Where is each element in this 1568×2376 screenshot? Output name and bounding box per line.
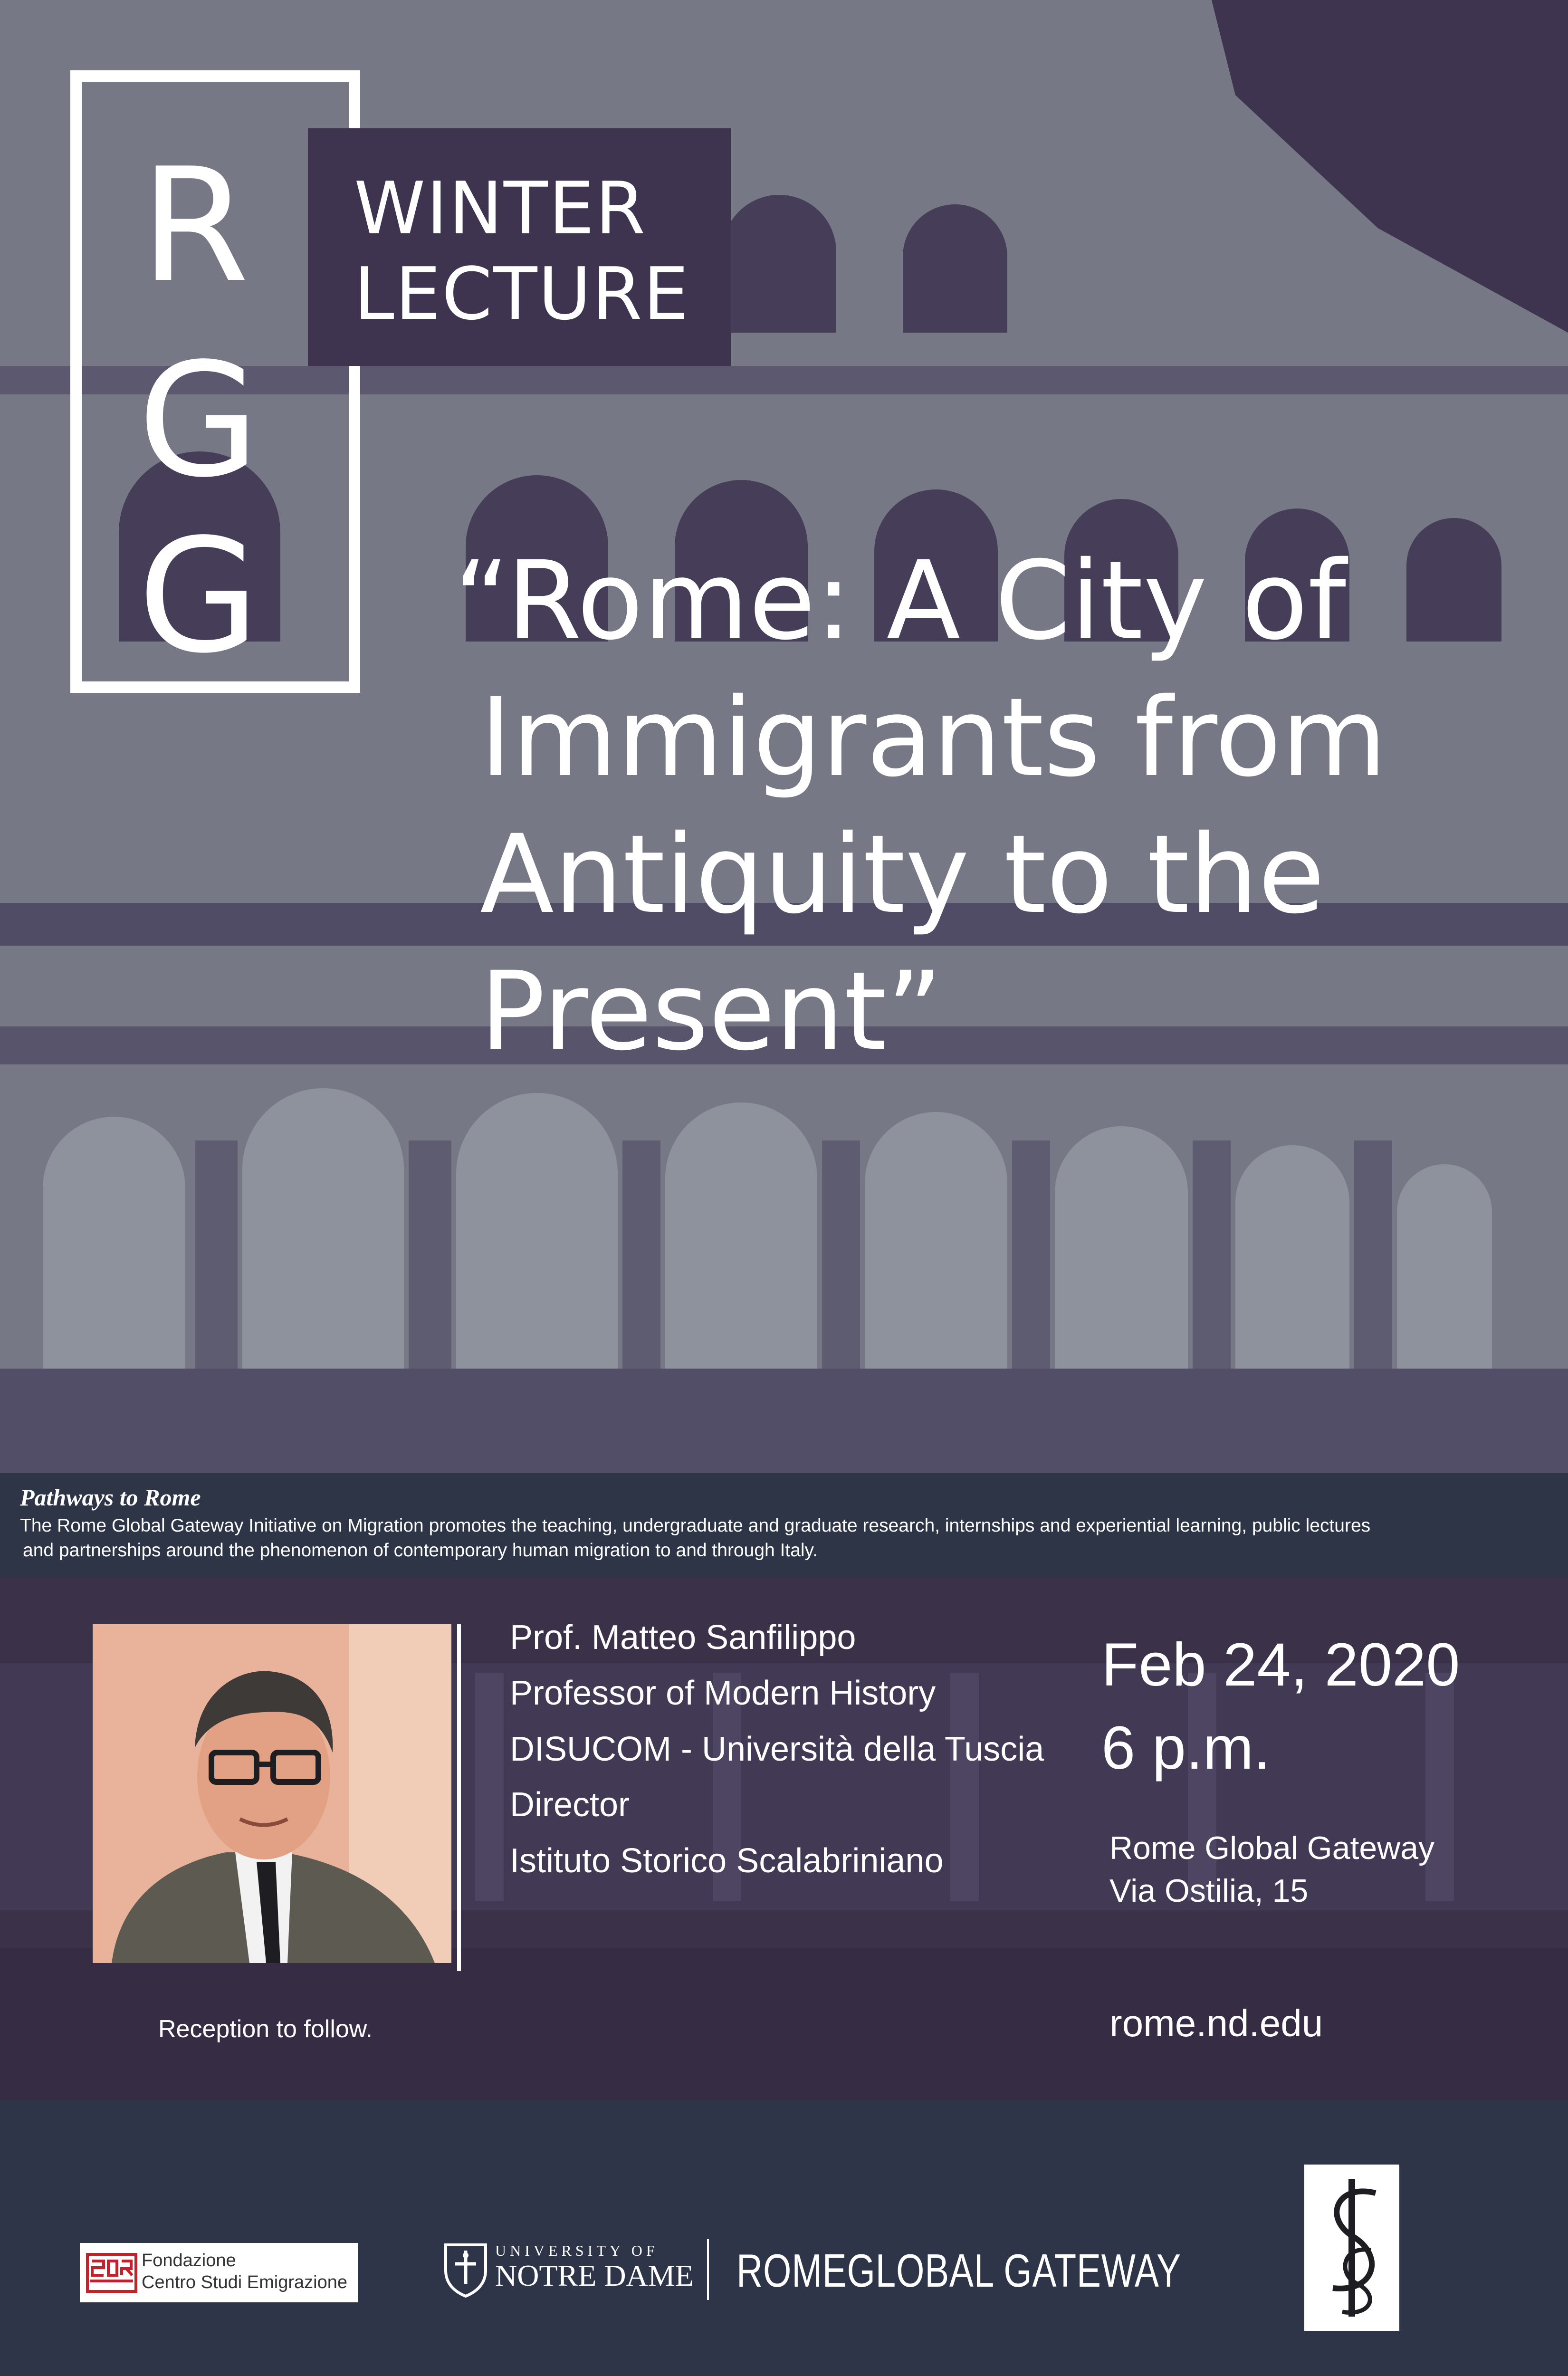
- fcse-mark-icon: [86, 2251, 138, 2294]
- venue-name: Rome Global Gateway: [1109, 1830, 1435, 1866]
- speaker-role: Director: [510, 1786, 630, 1824]
- venue-address: Via Ostilia, 15: [1109, 1873, 1309, 1909]
- title-line-1: “Rome: A City of: [454, 537, 1346, 664]
- program-description-line1: The Rome Global Gateway Initiative on Migration promotes the teaching, undergraduate and graduate research, internships and experiential learning, public lectures: [20, 1515, 1371, 1536]
- series-label-line1: WINTER: [354, 166, 647, 250]
- speaker-affiliation: DISUCOM - Università della Tuscia: [510, 1730, 1044, 1768]
- event-time: 6 p.m.: [1101, 1714, 1271, 1782]
- title-line-3: Antiquity to the: [480, 811, 1325, 938]
- speaker-name: Prof. Matteo Sanfilippo: [510, 1619, 856, 1657]
- photo-divider: [457, 1624, 461, 1971]
- program-description-line2: and partnerships around the phenomenon of contemporary human migration to and through Italy.: [23, 1540, 818, 1561]
- reception-note: Reception to follow.: [158, 2015, 373, 2043]
- iss-monogram-icon: [1304, 2165, 1399, 2331]
- title-line-4: Present”: [480, 948, 943, 1074]
- logo-divider: [707, 2239, 709, 2300]
- program-heading: Pathways to Rome: [20, 1484, 201, 1511]
- nd-university-label: UNIVERSITY OF: [495, 2242, 659, 2259]
- fcse-logo: [80, 2243, 358, 2302]
- speaker-portrait: [93, 1624, 451, 1963]
- rgg-letter-g2: G: [138, 505, 259, 688]
- rome-global-gateway-wordmark: ROMEGLOBAL GATEWAY: [736, 2244, 1181, 2297]
- speaker-institute: Istituto Storico Scalabriniano: [510, 1842, 944, 1880]
- speaker-title: Professor of Modern History: [510, 1674, 936, 1712]
- lecture-title: [454, 532, 1525, 1080]
- rgg-letter-r: R: [140, 134, 249, 317]
- title-line-2: Immigrants from: [480, 674, 1387, 801]
- fcse-line1: Fondazione: [142, 2251, 236, 2271]
- speaker-photo: [93, 1624, 451, 1963]
- series-label-line2: LECTURE: [354, 252, 690, 336]
- event-date: Feb 24, 2020: [1101, 1631, 1460, 1699]
- iss-logo: [1304, 2165, 1399, 2331]
- nd-name-label: NOTRE DAME: [495, 2259, 694, 2292]
- program-description: [20, 1514, 1550, 1563]
- rgg-letter-g1: G: [138, 329, 259, 512]
- event-website-link[interactable]: rome.nd.edu: [1109, 2002, 1323, 2044]
- fcse-line2: Centro Studi Emigrazione: [142, 2272, 347, 2292]
- fcse-wordmark: [142, 2250, 347, 2293]
- notre-dame-seal-icon: [442, 2241, 489, 2298]
